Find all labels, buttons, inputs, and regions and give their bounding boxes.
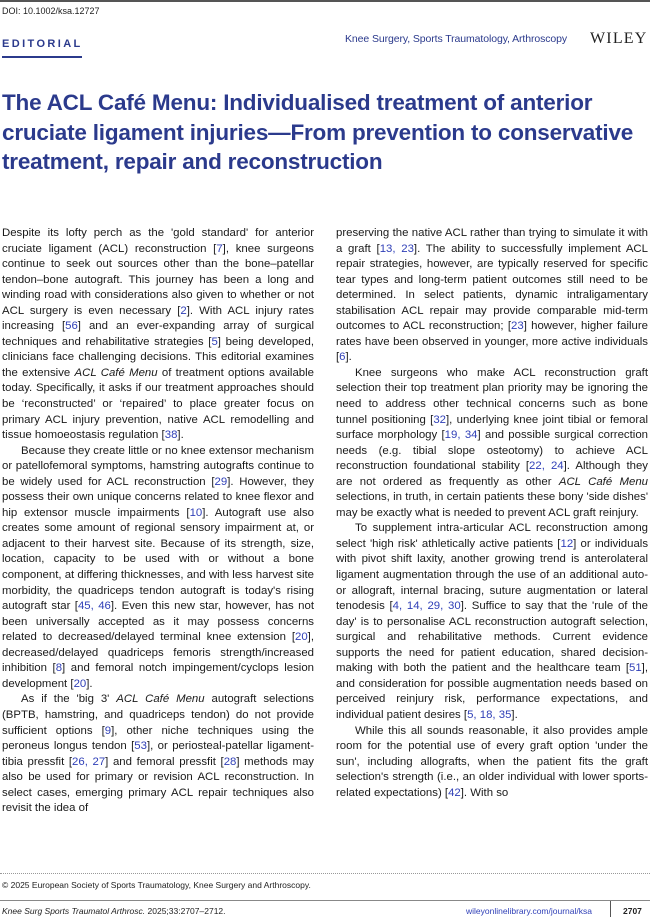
paragraph	[2, 444, 314, 693]
text: ] and femoral pressfit [	[105, 755, 224, 768]
text: ]. With ACL injury rates increasing [	[2, 304, 314, 333]
section-label: EDITORIAL	[2, 38, 83, 50]
paragraph	[336, 226, 648, 366]
reference-link[interactable]: 8	[55, 662, 63, 675]
text: ], decreased/delayed quadriceps femoris strength/increased inhibition [	[2, 631, 314, 675]
reference-link[interactable]: 26, 27	[72, 755, 106, 768]
paragraph	[336, 366, 648, 521]
text: ], or periosteal-patellar ligament-tibia pressfit [	[2, 740, 315, 768]
text: ] being developed, clinicians face challenging decisions. This editorial examines the extensive	[2, 335, 314, 379]
reference-link[interactable]: 5	[211, 335, 218, 348]
top-border	[0, 0, 650, 2]
reference-link[interactable]: 20	[73, 677, 87, 690]
text: ].	[345, 351, 352, 364]
reference-link[interactable]: 20	[294, 631, 308, 644]
reference-link[interactable]: 56	[65, 320, 78, 333]
text: of treatment options available today. Specifically, it asks if our treatment approaches should be ‘reconstructed’ or ‘repaired’ to place greater focus on primary ACL injury prevention, native ACL remodelling and tissue homoeostasis regulation [	[2, 366, 314, 442]
emphasis: ACL Café Menu	[116, 693, 205, 706]
text: autograft selections (BPTB, hamstring, and quadriceps tendon) do not provide sufficient options [	[2, 693, 315, 737]
reference-link[interactable]: 38	[164, 429, 178, 442]
copyright-notice: © 2025 European Society of Sports Traumatology, Knee Surgery and Arthroscopy.	[2, 880, 311, 890]
reference-link[interactable]: 19, 34	[444, 429, 478, 442]
text: ]. The ability to successfully implement ACL repair strategies, however, are typically reserved for specific tear types and long-term patient outcomes still need to be determined. In select patients, dynamic intraligamentary stabilisation ACL repair may provide comparable mid-term outcomes to ACL reconstruction; [	[336, 242, 648, 333]
text: ] and femoral notch impingement/cyclops lesion development [	[2, 662, 314, 690]
article-title: The ACL Café Menu: Individualised treatment of anterior cruciate ligament injuries—From prevention to conservative treatment, repair and reconstruction	[2, 90, 634, 174]
paragraph	[2, 226, 314, 444]
reference-link[interactable]: 2	[180, 304, 187, 317]
text: selections, in truth, in certain patients these bony 'side dishes' may be exactly what is needed to prevent ACL graft reinjury.	[336, 491, 648, 519]
reference-link[interactable]: 51	[628, 662, 642, 675]
emphasis: ACL Café Menu	[558, 475, 648, 488]
text: ].	[511, 708, 518, 721]
reference-link[interactable]: 4, 14, 29, 30	[392, 600, 461, 613]
text: ], and consideration for possible augmentation needs based on perceived reinjury risk, performance expectations, and individual patient desires [	[336, 662, 648, 721]
text: preserving the native ACL rather than trying to simulate it with a graft [	[336, 227, 648, 255]
paragraph	[2, 692, 314, 816]
reference-link[interactable]: 32	[433, 413, 446, 426]
text: ] or individuals with pivot shift laxity, another growing trend is anterolateral ligament augmentation through the use of an additional auto- or allograft, internal bracing, suture augmentation or lateral tenodesis [	[336, 537, 649, 613]
reference-link[interactable]: 5, 18, 35	[467, 708, 512, 721]
page-number: 2707	[623, 906, 642, 916]
journal-website-link[interactable]: wileyonlinelibrary.com/journal/ksa	[466, 906, 592, 916]
paragraph	[336, 521, 648, 723]
text: ]. Even this new star, however, has not been universally accepted as it may possess concerns related to decreased/delayed terminal knee extension [	[2, 600, 314, 644]
emphasis: ACL Café Menu	[74, 366, 158, 379]
text: Despite its lofty perch as the 'gold standard' for anterior cruciate ligament (ACL) reconstruction [	[2, 227, 314, 255]
text: ] however, higher failure rates have been observed in younger, more active individuals [	[336, 320, 648, 364]
journal-name: Knee Surgery, Sports Traumatology, Arthroscopy	[345, 33, 568, 45]
text: ], knee surgeons continue to seek out sources other than the bone–patellar tendon–bone autograft. This journey has been a long and winding road with considerations also given to whether or not ACL surgery is even necessary [	[2, 242, 314, 317]
text: Knee surgeons who make ACL reconstruction graft selection their top treatment plan priority may be ignoring the need to address other technical concerns such as bone tunnel positioning [	[336, 366, 648, 426]
right-column	[336, 226, 648, 801]
reference-link[interactable]: 10	[189, 506, 203, 519]
citation	[2, 906, 226, 916]
text: ].	[86, 677, 93, 690]
reference-link[interactable]: 13, 23	[379, 242, 414, 255]
reference-link[interactable]: 6	[339, 351, 346, 364]
reference-link[interactable]: 45, 46	[77, 600, 111, 613]
text: ]. With so	[460, 786, 509, 799]
text: ]. Suffice to say that the 'rule of the day' is to personalise ACL reconstruction autograft selection, surgical and rehabilitative methods. Current evidence supports the need for patient education, shared decision-making with both the patient and the healthcare team [	[336, 600, 649, 675]
reference-link[interactable]: 23	[511, 320, 524, 333]
reference-link[interactable]: 22, 24	[529, 460, 564, 473]
reference-link[interactable]: 42	[448, 786, 461, 799]
footer-rule	[0, 900, 650, 901]
text: As if the 'big 3'	[21, 693, 117, 706]
text: ] methods may also be used for primary or revision ACL reconstruction. In select cases, emerging primary ACL repair techniques also revisit the idea of	[2, 755, 314, 815]
reference-link[interactable]: 29	[214, 475, 228, 488]
text: Because they create little or no knee extensor mechanism or patellofemoral symptoms, hamstring autografts continue to be widely used for ACL reconstruction [	[2, 444, 314, 488]
text: ], underlying knee joint tibial or femoral surface morphology [	[336, 413, 648, 442]
footer-divider	[0, 873, 650, 874]
text: ] and possible surgical correction needs (e.g. tibial slope osteotomy) to achieve ACL reconstruction foundational stability [	[336, 429, 648, 473]
text: To supplement intra-articular ACL reconstruction among select 'high risk' athletically active patients [	[336, 522, 648, 550]
reference-link[interactable]: 12	[560, 537, 574, 550]
citation-detail: 2025;33:2707–2712.	[145, 906, 226, 916]
doi-label: DOI: 10.1002/ksa.12727	[2, 6, 100, 16]
left-column	[2, 226, 314, 817]
reference-link[interactable]: 53	[134, 740, 147, 753]
footer-separator	[610, 901, 611, 917]
text: ], other niche techniques using the peroneus longus tendon [	[2, 724, 314, 753]
text: ]. Although they are not ordered as frequently as other	[336, 460, 648, 488]
text: While this all sounds reasonable, it also provides ample room for the potential use of every graft option 'under the sun', including allografts, when the patient fits the graft selection's strength (i.e., an older individual with lower sports-related expectations) [	[336, 724, 648, 799]
text: ]. Autograft use also creates some amount of regional sensory impairment at, or adjacent to their harvest site. Because of its strength, size, location, capacity to be used with or without a bone component, at differing thicknesses, and with less harvest site morbidity, the quadriceps tendon autograft is today's rising autograft star [	[2, 506, 314, 613]
reference-link[interactable]: 9	[104, 724, 112, 737]
reference-link[interactable]: 28	[223, 755, 237, 768]
text: ]. However, they possess their own unique concerns related to knee flexor and hip extensor muscle impairments [	[2, 475, 314, 519]
journal-abbrev: Knee Surg Sports Traumatol Arthrosc.	[2, 906, 146, 916]
section-underline	[2, 56, 82, 58]
wiley-logo: WILEY	[590, 30, 648, 47]
reference-link[interactable]: 7	[216, 242, 223, 255]
text: ].	[177, 429, 184, 442]
paragraph	[336, 724, 648, 802]
text: ] and an ever-expanding array of surgical techniques and rehabilitative strategies [	[2, 320, 314, 348]
